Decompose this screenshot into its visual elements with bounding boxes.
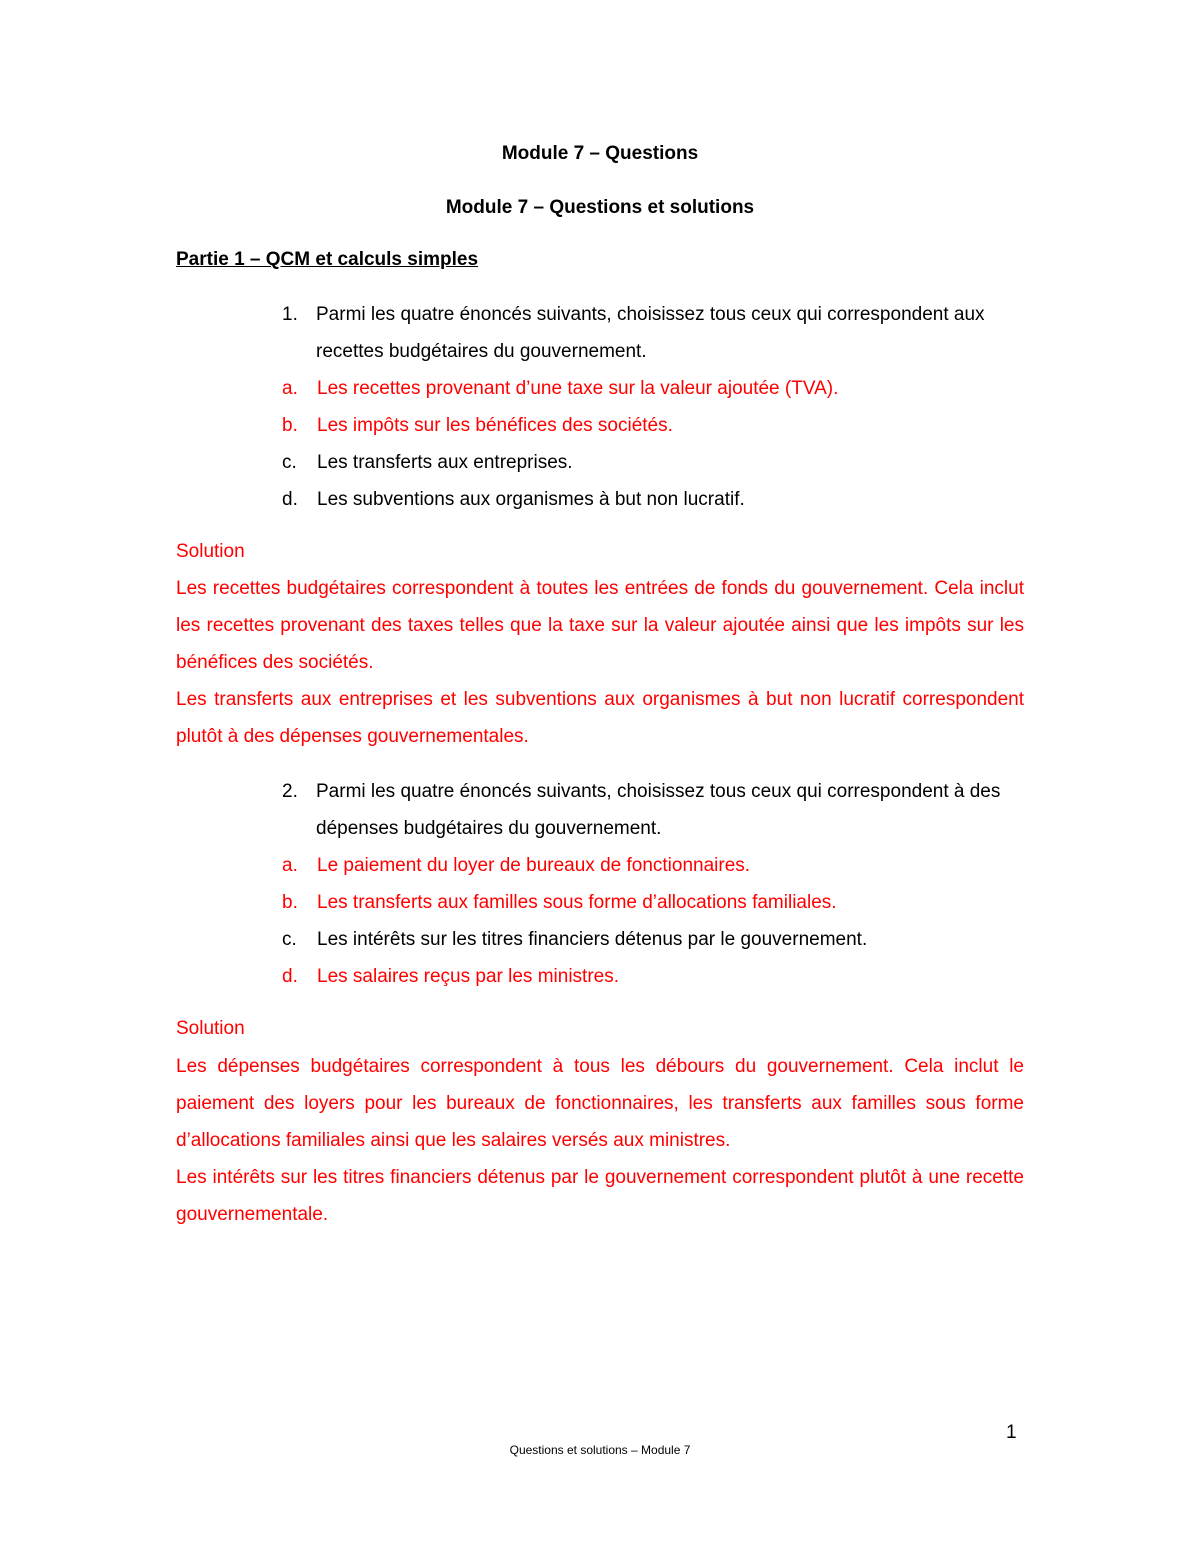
option-letter: d. [282,489,298,510]
question-2 [282,773,1042,847]
question-2-solution-heading: Solution [176,1018,245,1039]
solution-paragraph: Les transferts aux entreprises et les subventions aux organismes à but non lucratif correspondent plutôt à des dépenses gouvernementales. [176,689,1024,747]
question-2-solution-body [176,1048,1024,1233]
question-1-option-a [282,370,1042,407]
question-2-option-d [282,958,1042,995]
document-title: Module 7 – Questions [501,143,699,164]
question-1-option-d [282,481,1042,518]
question-1-option-c [282,444,1042,481]
question-1-solution-heading: Solution [176,541,245,562]
option-letter: b. [282,415,298,436]
option-text: Les recettes provenant d’une taxe sur la valeur ajoutée (TVA). [317,378,839,399]
question-2-option-a [282,847,1042,884]
question-1-solution-body [176,570,1024,755]
question-2-option-c [282,921,1042,958]
solution-paragraph: Les dépenses budgétaires correspondent à tous les débours du gouvernement. Cela inclut le paiement des loyers pour les bureaux de fonctionnaires, les transferts aux familles sous forme d’allocations familiales ainsi que les salaires versés aux ministres. [176,1056,1024,1151]
option-text: Les transferts aux entreprises. [317,452,573,473]
question-number: 2. [282,781,298,802]
question-text: Parmi les quatre énoncés suivants, choisissez tous ceux qui correspondent aux recettes budgétaires du gouvernement. [316,304,985,362]
question-number: 1. [282,304,298,325]
option-text: Les impôts sur les bénéfices des sociétés. [317,415,673,436]
option-text: Le paiement du loyer de bureaux de fonctionnaires. [317,855,751,876]
solution-paragraph: Les intérêts sur les titres financiers détenus par le gouvernement correspondent plutôt à une recette gouvernementale. [176,1167,1024,1225]
question-1 [282,296,1042,370]
page-number: 1 [1006,1422,1017,1443]
option-letter: a. [282,378,298,399]
option-text: Les intérêts sur les titres financiers détenus par le gouvernement. [317,929,868,950]
option-letter: a. [282,855,298,876]
option-letter: b. [282,892,298,913]
option-letter: c. [282,929,297,950]
option-text: Les salaires reçus par les ministres. [317,966,619,987]
question-text: Parmi les quatre énoncés suivants, choisissez tous ceux qui correspondent à des dépenses budgétaires du gouvernement. [316,781,1001,839]
page-footer: Questions et solutions – Module 7 [509,1443,691,1457]
question-1-option-b [282,407,1042,444]
option-text: Les subventions aux organismes à but non lucratif. [317,489,745,510]
question-2-option-b [282,884,1042,921]
document-subtitle: Module 7 – Questions et solutions [445,197,755,218]
option-text: Les transferts aux familles sous forme d’allocations familiales. [317,892,837,913]
section-title: Partie 1 – QCM et calculs simples [176,249,479,270]
solution-paragraph: Les recettes budgétaires correspondent à toutes les entrées de fonds du gouvernement. Cela inclut les recettes provenant des taxes telles que la taxe sur la valeur ajoutée ainsi que les impôts sur les bénéfices des sociétés. [176,578,1024,673]
option-letter: c. [282,452,297,473]
option-letter: d. [282,966,298,987]
